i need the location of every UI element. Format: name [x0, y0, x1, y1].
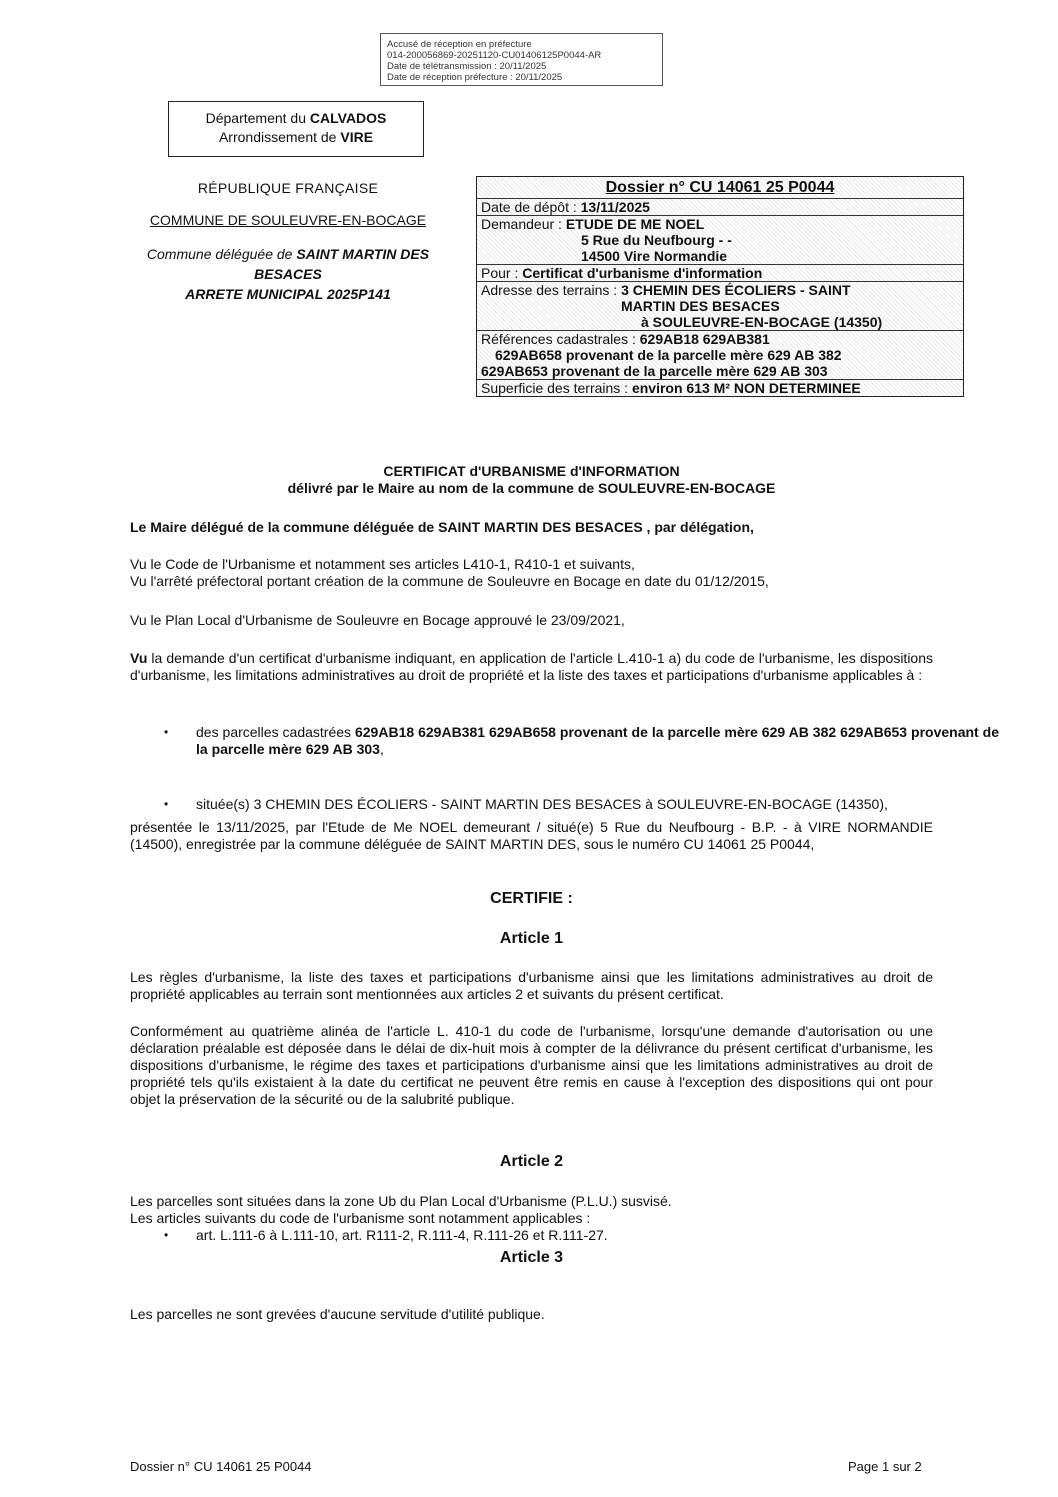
- applicant-row: [477, 215, 963, 264]
- cadastral-refs-line-1: 629AB18 629AB381: [639, 331, 770, 347]
- purpose-value: Certificat d'urbanisme d'information: [522, 265, 763, 281]
- dossier-title: Dossier n° CU 14061 25 P0044: [605, 179, 835, 196]
- certifie-heading: CERTIFIE :: [490, 890, 573, 907]
- article-1-heading: Article 1: [499, 930, 564, 947]
- vu-demande-text: la demande d'un certificat d'urbanisme indiquant, en application de l'article L.410-1 a) du code de l'urbanisme, les dispositions d'urbanisme, les limitations administratives au droit de propriété et la liste des taxes et participations d'urbanisme applicables à :: [130, 650, 933, 683]
- department-prefix: Département du: [205, 110, 310, 126]
- certificate-title: [130, 463, 933, 497]
- article-3-heading: Article 3: [499, 1249, 564, 1266]
- bullet-parcels-refs: 629AB18 629AB381 629AB658 provenant de la parcelle mère 629 AB 382 629AB653 provenant de la parcelle mère 629 AB 303: [196, 724, 999, 757]
- cadastral-refs-row: [477, 330, 963, 379]
- cadastral-refs-label: Références cadastrales :: [481, 331, 640, 347]
- address-line-2: MARTIN DES BESACES: [621, 298, 780, 314]
- presented-paragraph: présentée le 13/11/2025, par l'Etude de Me NOEL demeurant / situé(e) 5 Rue du Neufbourg - B.P. - à VIRE NORMANDIE (14500), enregistrée par la commune déléguée de SAINT MARTIN DES, sous le numéro CU 14061 25 P0044,: [130, 819, 933, 852]
- delegated-prefix: Commune déléguée de: [146, 246, 297, 262]
- vu-label: Vu: [130, 650, 148, 666]
- applicant-name: ETUDE DE ME NOEL: [565, 216, 705, 232]
- bullet-location-text: située(s) 3 CHEMIN DES ÉCOLIERS - SAINT MARTIN DES BESACES à SOULEUVRE-EN-BOCAGE (14350),: [196, 796, 888, 812]
- certificate-title-line-2: délivré par le Maire au nom de la commune de SOULEUVRE-EN-BOCAGE: [287, 480, 776, 496]
- article-3-paragraph: Les parcelles ne sont grevées d'aucune servitude d'utilité publique.: [130, 1306, 545, 1322]
- article-2-bullet: [130, 1227, 933, 1244]
- vu-block-1: [130, 556, 933, 590]
- reception-stamp: [380, 33, 663, 86]
- address-line-1: 3 CHEMIN DES ÉCOLIERS - SAINT: [621, 282, 851, 298]
- commune-heading: COMMUNE DE SOULEUVRE-EN-BOCAGE: [149, 212, 427, 228]
- authority-block: [130, 178, 446, 304]
- vu-plu: Vu le Plan Local d'Urbanisme de Souleuvre en Bocage approuvé le 23/09/2021,: [130, 612, 625, 628]
- footer-dossier-number: Dossier n° CU 14061 25 P0044: [130, 1459, 312, 1474]
- article-2-block: [130, 1193, 933, 1244]
- stamp-line: Accusé de réception en préfecture: [387, 39, 532, 50]
- article-2-intro: Les articles suivants du code de l'urbanisme sont notamment applicables :: [130, 1210, 591, 1226]
- department-box: [168, 101, 424, 157]
- deposit-date-row: [477, 198, 963, 215]
- delegated-commune: [130, 244, 446, 284]
- delegated-name: SAINT MARTIN DES BESACES: [254, 246, 430, 282]
- department-name: CALVADOS: [309, 110, 387, 126]
- stamp-line: 014-200056869-20251120-CU01406125P0044-AR: [387, 50, 602, 61]
- applicant-address-2: 14500 Vire Normandie: [581, 248, 728, 264]
- certificate-title-line-1: CERTIFICAT d'URBANISME d'INFORMATION: [383, 463, 680, 479]
- deposit-date-value: 13/11/2025: [580, 199, 650, 215]
- stamp-line: Date de télétransmission : 20/11/2025: [387, 61, 547, 72]
- bullet-icon: •: [164, 797, 169, 811]
- bullet-location: [130, 796, 999, 813]
- arrete-number: ARRETE MUNICIPAL 2025P141: [185, 286, 391, 302]
- republic-heading: RÉPUBLIQUE FRANÇAISE: [197, 180, 379, 196]
- bullet-parcels-prefix: des parcelles cadastrées: [196, 724, 355, 740]
- article-2-heading: Article 2: [499, 1153, 564, 1170]
- cadastral-refs-line-2: 629AB658 provenant de la parcelle mère 629 AB 382: [495, 347, 842, 363]
- address-row: [477, 281, 963, 330]
- arrondissement-prefix: Arrondissement de: [218, 129, 341, 145]
- article-1-paragraph-1: Les règles d'urbanisme, la liste des taxes et participations d'urbanisme ainsi que les limitations administratives au droit de propriété applicables au terrain sont mentionnées aux articles 2 et suivants du présent certificat.: [130, 969, 933, 1002]
- area-value: environ 613 M² NON DETERMINEE: [631, 380, 861, 396]
- purpose-label: Pour :: [481, 265, 523, 281]
- bullet-icon: •: [164, 1228, 169, 1242]
- applicant-label: Demandeur :: [481, 216, 566, 232]
- bullet-parcels-suffix: ,: [379, 741, 384, 757]
- footer-page-number: Page 1 sur 2: [848, 1459, 922, 1474]
- mayor-intro: Le Maire délégué de la commune déléguée de SAINT MARTIN DES BESACES , par délégation,: [130, 519, 754, 535]
- arrondissement-line: [169, 128, 423, 147]
- dossier-box: [476, 176, 964, 397]
- arrondissement-name: VIRE: [340, 129, 374, 145]
- article-1-paragraph-2: Conformément au quatrième alinéa de l'article L. 410-1 du code de l'urbanisme, lorsqu'une demande d'autorisation ou une déclaration préalable est déposée dans le délai de dix-huit mois à compter de la délivrance du présent certificat d'urbanisme, les dispositions d'urbanisme, le régime des taxes et participations d'urbanisme ainsi que les limitations administratives au droit de propriété tels qu'ils existaient à la date du certificat ne peuvent être remis en cause à l'exception des dispositions qui ont pour objet la préservation de la sécurité ou de la salubrité publique.: [130, 1023, 933, 1107]
- article-2-articles: art. L.111-6 à L.111-10, art. R111-2, R.111-4, R.111-26 et R.111-27.: [196, 1227, 608, 1243]
- area-label: Superficie des terrains :: [481, 380, 632, 396]
- address-line-3: à SOULEUVRE-EN-BOCAGE (14350): [641, 314, 883, 330]
- vu-code-urbanisme: Vu le Code de l'Urbanisme et notamment ses articles L410-1, R410-1 et suivants,: [130, 556, 635, 572]
- bullet-parcels: [130, 724, 999, 758]
- stamp-line: Date de réception préfecture : 20/11/2025: [387, 72, 563, 83]
- vu-demande: [130, 650, 933, 684]
- deposit-date-label: Date de dépôt :: [481, 199, 581, 215]
- address-label: Adresse des terrains :: [481, 282, 622, 298]
- bullet-icon: •: [164, 725, 169, 739]
- area-row: [477, 379, 963, 396]
- purpose-row: [477, 264, 963, 281]
- applicant-address-1: 5 Rue du Neufbourg - -: [581, 232, 732, 248]
- article-2-zone: Les parcelles sont situées dans la zone Ub du Plan Local d'Urbanisme (P.L.U.) susvisé.: [130, 1193, 672, 1209]
- department-line: [169, 109, 423, 128]
- cadastral-refs-line-3: 629AB653 provenant de la parcelle mère 629 AB 303: [481, 363, 828, 379]
- vu-arrete-prefectoral: Vu l'arrêté préfectoral portant création de la commune de Souleuvre en Bocage en date du 01/12/2015,: [130, 573, 769, 589]
